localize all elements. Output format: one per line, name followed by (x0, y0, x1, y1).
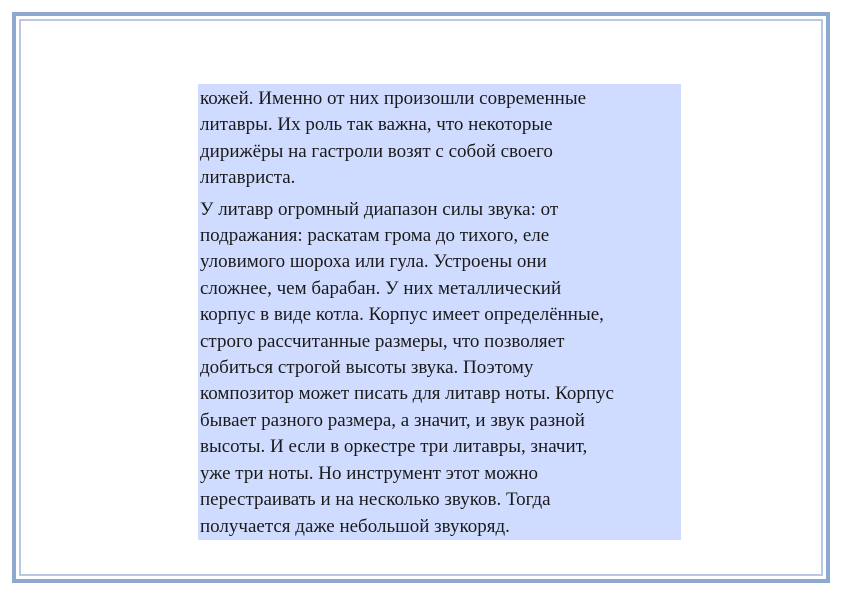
text-box (198, 84, 681, 540)
paragraph-2: У литавр огромный диапазон силы звука: от подражания: раскатам грома до тихого, еле уловимого шороха или гула. Устроены они сложнее, чем барабан. У них металлический корпус в виде котла. Корпус имеет определённые, строго рассчитанные размеры, что позволяет добиться строгой высоты звука. Поэтому композитор может писать для литавр ноты. Корпус бывает разного размера, а значит, и звук разной высоты. И если в оркестре три литавры, значит, уже три ноты. Но инструмент этот можно перестраивать и на несколько звуков. Тогда получается даже небольшой звукоряд. (200, 198, 614, 537)
paragraph-1: кожей. Именно от них произошли современные литавры. Их роль так важна, что некоторые дирижёры на гастроли возят с собой своего литавриста. (200, 88, 587, 189)
